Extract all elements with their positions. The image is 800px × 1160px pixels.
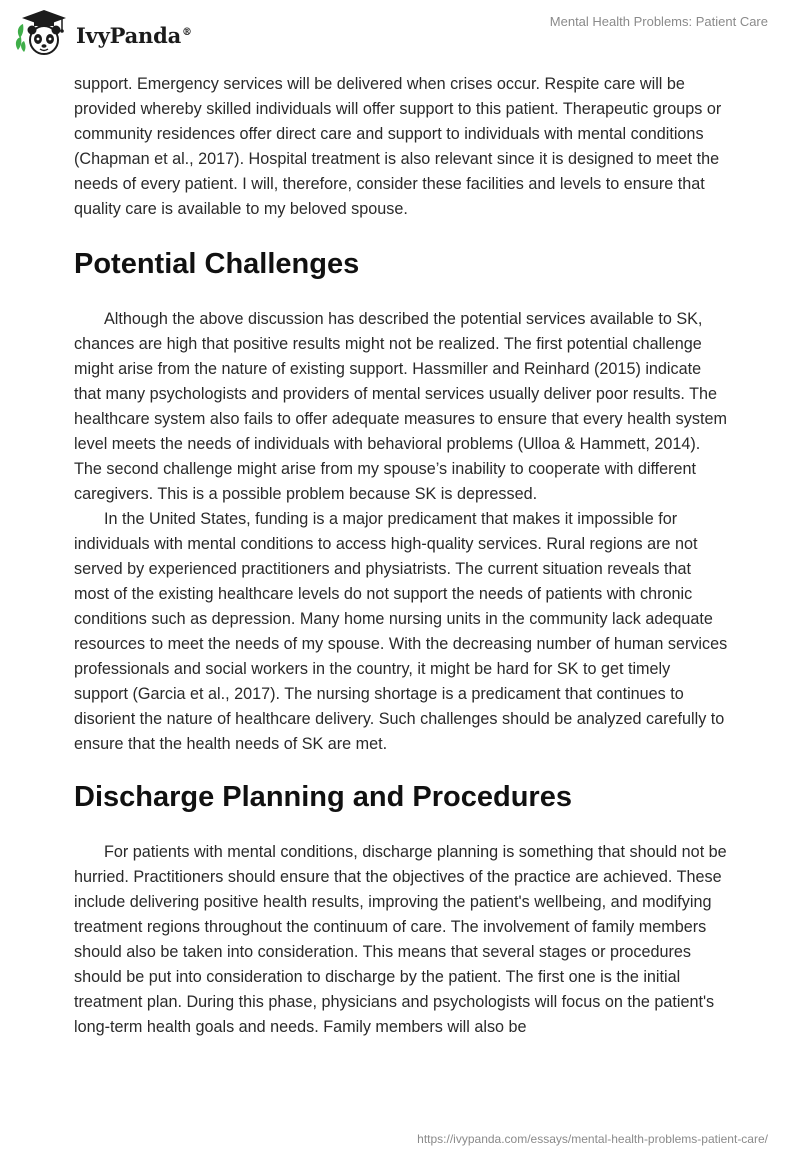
essay-content [74,72,728,1040]
heading-discharge-planning: Discharge Planning and Procedures [74,781,572,813]
paragraph-challenges-1: Although the above discussion has described the potential services available to SK, chances are high that positive results might not be realized. The first potential challenge might arise from the nature of existing support. Hassmiller and Reinhard (2015) indicate that many psychologists and providers of mental services usually deliver poor results. The healthcare system also fails to offer adequate measures to ensure that every health system level meets the needs of individuals with behavioral problems (Ulloa & Hammett, 2014). The second challenge might arise from my spouse’s inability to cooperate with different caregivers. This is a possible problem because SK is depressed. [74,310,727,503]
document-title: Mental Health Problems: Patient Care [549,14,768,29]
registered-mark: ® [182,26,192,38]
paragraph-intro: support. Emergency services will be delivered when crises occur. Respite care will be provided whereby skilled individuals will offer support to this patient. Therapeutic groups or community residences offer direct care and support to individuals with mental conditions (Chapman et al., 2017). Hospital treatment is also relevant since it is designed to meet the needs of every patient. I will, therefore, consider these facilities and levels to ensure that quality care is available to my beloved spouse. [74,75,722,218]
brand-logo[interactable] [14,8,234,58]
paragraph-discharge-1: For patients with mental conditions, discharge planning is something that should not be hurried. Practitioners should ensure that the objectives of the practice are achieved. These include delivering positive health results, improving the patient's wellbeing, and modifying treatment regions throughout the continuum of care. The involvement of family members should also be taken into consideration. This means that several stages or procedures should be put into consideration to discharge by the patient. The first one is the initial treatment plan. During this phase, physicians and psychologists will focus on the patient's long-term health goals and needs. Family members will also be [74,843,727,1036]
paragraph-challenges-2: In the United States, funding is a major predicament that makes it impossible for individuals with mental conditions to access high-quality services. Rural regions are not served by experienced practitioners and physiatrists. The current situation reveals that most of the existing healthcare levels do not support the needs of patients with chronic conditions such as depression. Many home nursing units in the community lack adequate resources to meet the needs of my spouse. With the decreasing number of human services professionals and social workers in the country, it might be hard for SK to get timely support (Garcia et al., 2017). The nursing shortage is a predicament that continues to disorient the nature of healthcare delivery. Such challenges should be analyzed carefully to ensure that the health needs of SK are met. [74,510,728,753]
heading-potential-challenges: Potential Challenges [74,248,360,280]
page-header [0,0,800,64]
brand-name-text: IvyPanda [76,22,182,48]
panda-graduate-icon [14,8,72,58]
brand-name [76,23,192,48]
footer-url-link[interactable]: https://ivypanda.com/essays/mental-health-problems-patient-care/ [417,1132,768,1146]
